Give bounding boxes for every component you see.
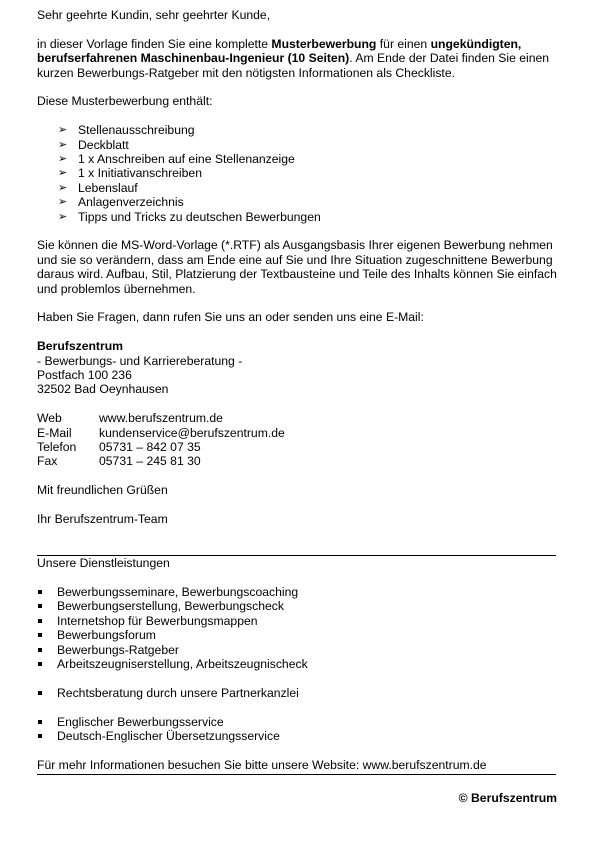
questions-paragraph: Haben Sie Fragen, dann rufen Sie uns an oder senden uns eine E-Mail: [37, 310, 424, 325]
phone-value: 05731 – 842 07 35 [99, 440, 201, 455]
contents-heading: Diese Musterbewerbung enthält: [37, 94, 213, 109]
company-name: Berufszentrum [37, 339, 124, 354]
contents-item: ➢ Lebenslauf [58, 180, 138, 195]
contents-list [58, 123, 557, 224]
square-bullet-icon [38, 648, 42, 652]
intro-text-2: für einen [376, 36, 431, 51]
square-bullet-icon [38, 619, 42, 623]
document-page [37, 8, 557, 806]
services-heading: Unsere Dienstleistungen [37, 556, 170, 571]
contact-row: Web www.berufszentrum.de [37, 411, 285, 425]
service-item: Arbeitszeugniserstellung, Arbeitszeugnischeck [37, 657, 557, 671]
closing: Mit freundlichen Grüßen [37, 483, 168, 498]
email-link[interactable]: kundenservice@berufszentrum.de [99, 425, 285, 440]
square-bullet-icon [38, 662, 42, 666]
service-item: Bewerbungserstellung, Bewerbungscheck [37, 599, 557, 613]
contents-item: ➢ Tipps und Tricks zu deutschen Bewerbungen [58, 209, 321, 224]
square-bullet-icon [38, 604, 42, 608]
square-bullet-icon [38, 734, 42, 738]
arrow-bullet-icon: ➢ [58, 181, 68, 194]
service-item: Deutsch-Englischer Übersetzungsservice [37, 729, 557, 743]
company-tagline: - Bewerbungs- und Karriereberatung - [37, 353, 243, 368]
arrow-bullet-icon: ➢ [58, 138, 68, 151]
services-list-1 [37, 585, 557, 671]
service-item: Internetshop für Bewerbungsmappen [37, 614, 557, 628]
arrow-bullet-icon: ➢ [58, 124, 68, 137]
footer-text: Für mehr Informationen besuchen Sie bitte unsere Website: www.berufszentrum.de [37, 757, 487, 772]
contact-row: Telefon 05731 – 842 07 35 [37, 440, 285, 454]
services-list-3 [37, 715, 557, 744]
contents-item: ➢ Deckblatt [58, 137, 129, 152]
usage-paragraph: Sie können die MS-Word-Vorlage (*.RTF) als Ausgangsbasis Ihrer eigenen Bewerbung nehmen und sie so verändern, dass am Ende eine auf Sie und Ihre Situation zugeschnittene Bewerbung daraus wird. Aufbau, Stil, Platzierung der Textbausteine und Teile des Inhalts können Sie einfach und problemlos übernehmen. [37, 238, 557, 296]
intro-paragraph [37, 37, 557, 80]
website-link[interactable]: www.berufszentrum.de [99, 411, 223, 426]
service-item: Bewerbungsforum [37, 628, 557, 642]
contact-table [37, 411, 285, 469]
postbox: Postfach 100 236 [37, 368, 132, 383]
contents-item: ➢ 1 x Initiativanschreiben [58, 166, 202, 181]
square-bullet-icon [38, 691, 42, 695]
square-bullet-icon [38, 633, 42, 637]
copyright: © Berufszentrum [458, 791, 557, 806]
contents-item: ➢ Anlagenverzeichnis [58, 195, 184, 210]
services-list-2 [37, 686, 557, 700]
salutation: Sehr geehrte Kundin, sehr geehrter Kunde, [37, 8, 271, 22]
intro-bold-2: ungekündigten, berufserfahrenen Maschinenbau-Ingenieur (10 Seiten) [37, 36, 522, 66]
fax-value: 05731 – 245 81 30 [99, 454, 201, 469]
square-bullet-icon [38, 590, 42, 594]
intro-text-3: . Am Ende der Datei finden Sie einen kurzen Bewerbungs-Ratgeber mit den nötigsten Informationen als Checkliste. [37, 51, 550, 80]
intro-text-1: in dieser Vorlage finden Sie eine komplette [37, 36, 272, 51]
city: 32502 Bad Oeynhausen [37, 382, 169, 397]
contact-row: Fax 05731 – 245 81 30 [37, 454, 285, 468]
intro-bold-1: Musterbewerbung [271, 36, 377, 51]
arrow-bullet-icon: ➢ [58, 210, 68, 223]
contact-row: E-Mail kundenservice@berufszentrum.de [37, 425, 285, 440]
address-block [37, 339, 557, 397]
service-item: Englischer Bewerbungsservice [37, 715, 557, 729]
arrow-bullet-icon: ➢ [58, 153, 68, 166]
signature: Ihr Berufszentrum-Team [37, 512, 168, 527]
service-item: Rechtsberatung durch unsere Partnerkanzlei [37, 686, 557, 700]
contents-item: ➢ 1 x Anschreiben auf eine Stellenanzeige [58, 152, 295, 167]
arrow-bullet-icon: ➢ [58, 167, 68, 180]
arrow-bullet-icon: ➢ [58, 196, 68, 209]
contents-item: ➢ Stellenausschreibung [58, 123, 195, 138]
service-item: Bewerbungsseminare, Bewerbungscoaching [37, 585, 557, 599]
square-bullet-icon [38, 720, 42, 724]
service-item: Bewerbungs-Ratgeber [37, 643, 557, 657]
